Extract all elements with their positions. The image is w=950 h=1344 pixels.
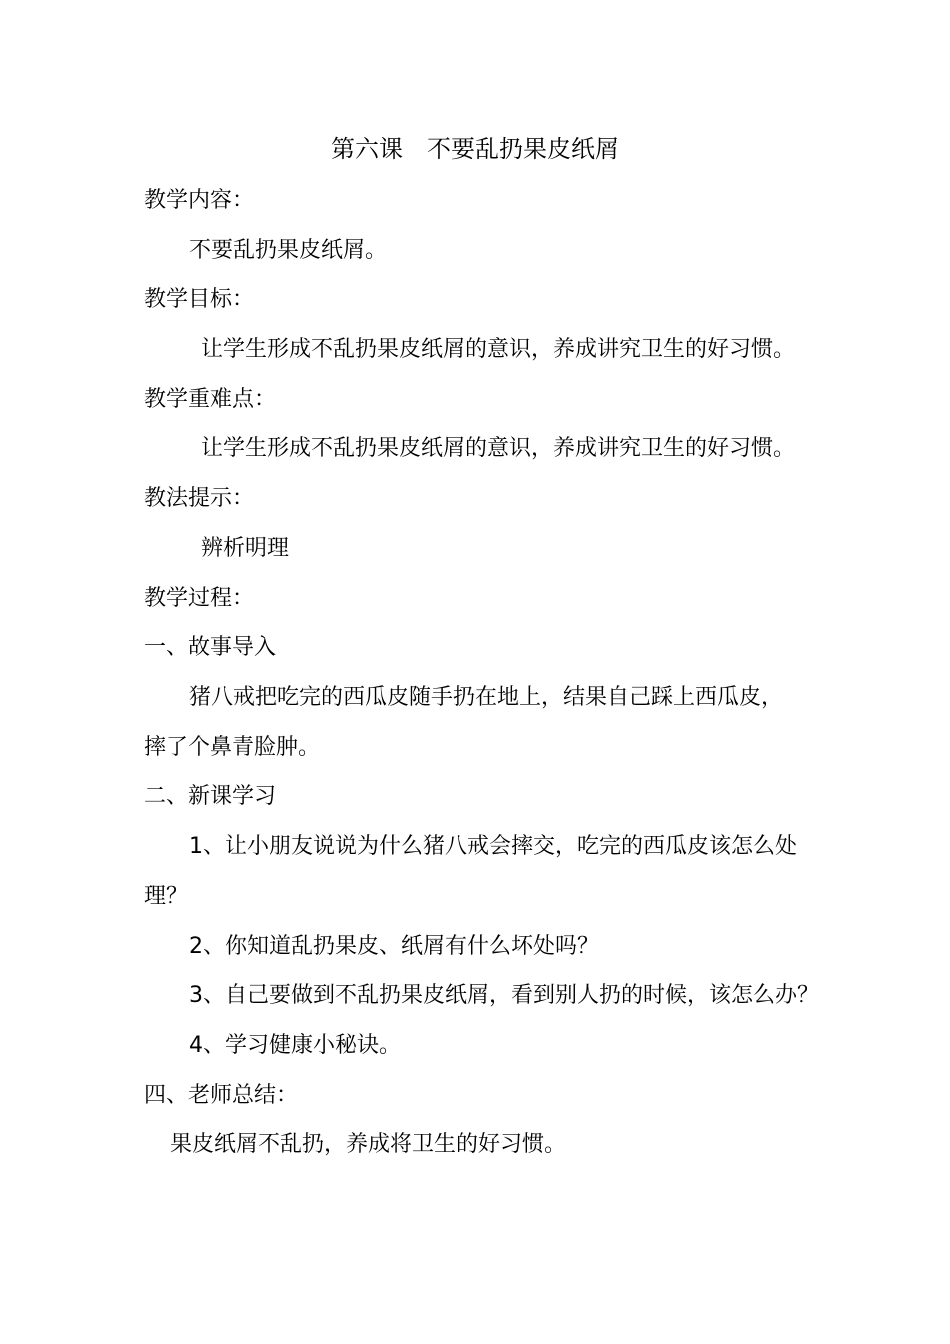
page-title: 第六课 不要乱扔果皮纸屑	[331, 135, 619, 163]
content-body: 不要乱扔果皮纸屑。	[189, 238, 388, 263]
method-body: 辨析明理	[201, 536, 290, 561]
process-heading: 教学过程：	[144, 586, 255, 611]
question-1-line1: 1、让小朋友说说为什么猪八戒会摔交，吃完的西瓜皮该怎么处	[189, 834, 797, 859]
question-4: 4、学习健康小秘诀。	[189, 1033, 401, 1058]
summary-text: 果皮纸屑不乱扔，养成将卫生的好习惯。	[170, 1132, 567, 1157]
goal-body: 让学生形成不乱扔果皮纸屑的意识，养成讲究卫生的好习惯。	[201, 337, 796, 362]
part1-body-line1: 猪八戒把吃完的西瓜皮随手扔在地上，结果自己踩上西瓜皮，	[189, 685, 784, 710]
part1-heading: 一、故事导入	[144, 635, 277, 660]
question-1-line2: 理？	[144, 884, 189, 909]
key-body: 让学生形成不乱扔果皮纸屑的意识，养成讲究卫生的好习惯。	[201, 436, 796, 461]
question-2: 2、你知道乱扔果皮、纸屑有什么坏处吗？	[189, 934, 599, 959]
method-heading: 教法提示：	[144, 486, 255, 511]
goal-heading: 教学目标：	[144, 287, 255, 312]
key-heading: 教学重难点：	[144, 387, 277, 412]
part2-heading: 二、新课学习	[144, 784, 277, 809]
content-heading: 教学内容：	[144, 188, 255, 213]
part1-body-line2: 摔了个鼻青脸肿。	[144, 735, 321, 760]
question-3: 3、自己要做到不乱扔果皮纸屑，看到别人扔的时候，该怎么办？	[189, 983, 819, 1008]
part4-heading: 四、老师总结：	[144, 1083, 299, 1108]
